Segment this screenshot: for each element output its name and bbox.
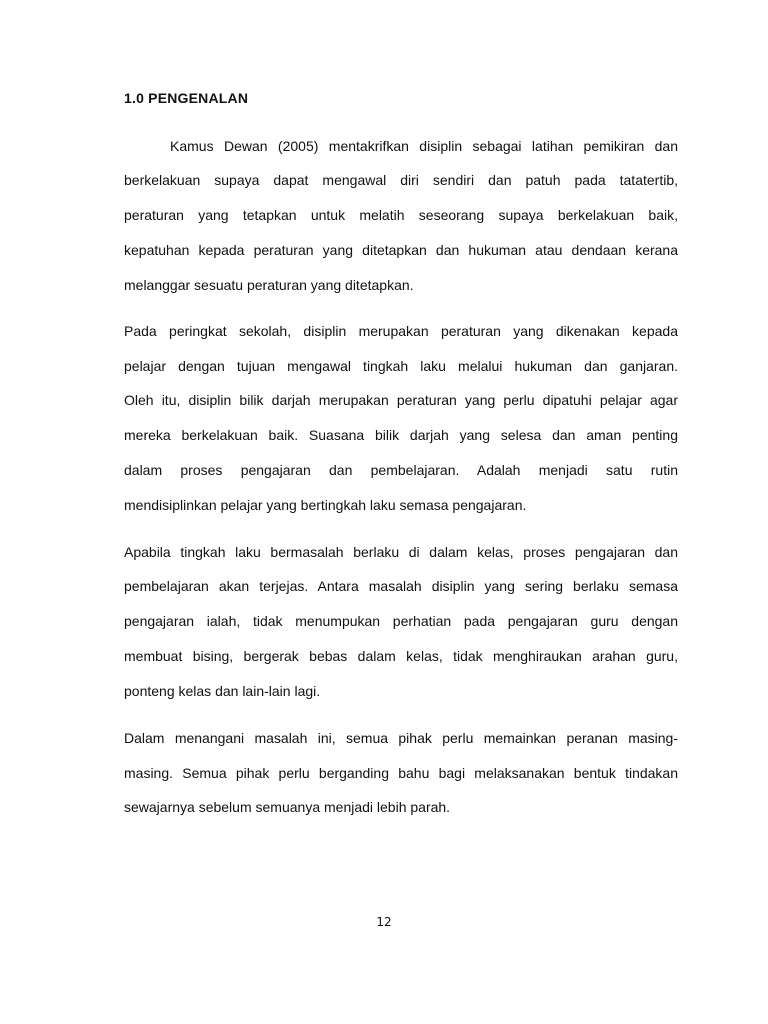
- paragraph-4-line-1: Dalam menangani masalah ini, semua pihak perlu memainkan peranan masing-: [124, 730, 678, 746]
- paragraph-2-line-5: dalam proses pengajaran dan pembelajaran. Adalah menjadi satu rutin: [124, 462, 678, 478]
- paragraph-2-line-4: mereka berkelakuan baik. Suasana bilik darjah yang selesa dan aman penting: [124, 427, 678, 443]
- paragraph-3-line-3: pengajaran ialah, tidak menumpukan perhatian pada pengajaran guru dengan: [124, 613, 678, 629]
- paragraph-4-line-2: masing. Semua pihak perlu berganding bahu bagi melaksanakan bentuk tindakan: [124, 765, 678, 781]
- paragraph-1-line-2: berkelakuan supaya dapat mengawal diri sendiri dan patuh pada tatatertib,: [124, 172, 678, 188]
- paragraph-1-line-5: melanggar sesuatu peraturan yang ditetapkan.: [124, 277, 414, 293]
- page-number: 12: [376, 915, 392, 929]
- paragraph-2-line-2: pelajar dengan tujuan mengawal tingkah laku melalui hukuman dan ganjaran.: [124, 358, 678, 374]
- paragraph-3-line-1: Apabila tingkah laku bermasalah berlaku di dalam kelas, proses pengajaran dan: [124, 544, 678, 560]
- paragraph-2-line-6: mendisiplinkan pelajar yang bertingkah laku semasa pengajaran.: [124, 497, 527, 513]
- paragraph-2-line-3: Oleh itu, disiplin bilik darjah merupakan peraturan yang perlu dipatuhi pelajar agar: [124, 392, 678, 408]
- paragraph-2-line-1: Pada peringkat sekolah, disiplin merupakan peraturan yang dikenakan kepada: [124, 323, 678, 339]
- section-heading: 1.0 PENGENALAN: [124, 90, 249, 106]
- paragraph-4-line-3: sewajarnya sebelum semuanya menjadi lebih parah.: [124, 799, 451, 815]
- paragraph-3-line-5: ponteng kelas dan lain-lain lagi.: [124, 683, 321, 699]
- paragraph-3-line-4: membuat bising, bergerak bebas dalam kelas, tidak menghiraukan arahan guru,: [124, 648, 678, 664]
- paragraph-3-line-2: pembelajaran akan terjejas. Antara masalah disiplin yang sering berlaku semasa: [124, 578, 678, 594]
- paragraph-1-line-1: Kamus Dewan (2005) mentakrifkan disiplin sebagai latihan pemikiran dan: [170, 138, 678, 154]
- paragraph-1-line-3: peraturan yang tetapkan untuk melatih seseorang supaya berkelakuan baik,: [124, 207, 678, 223]
- paragraph-1-line-4: kepatuhan kepada peraturan yang ditetapkan dan hukuman atau dendaan kerana: [124, 242, 678, 258]
